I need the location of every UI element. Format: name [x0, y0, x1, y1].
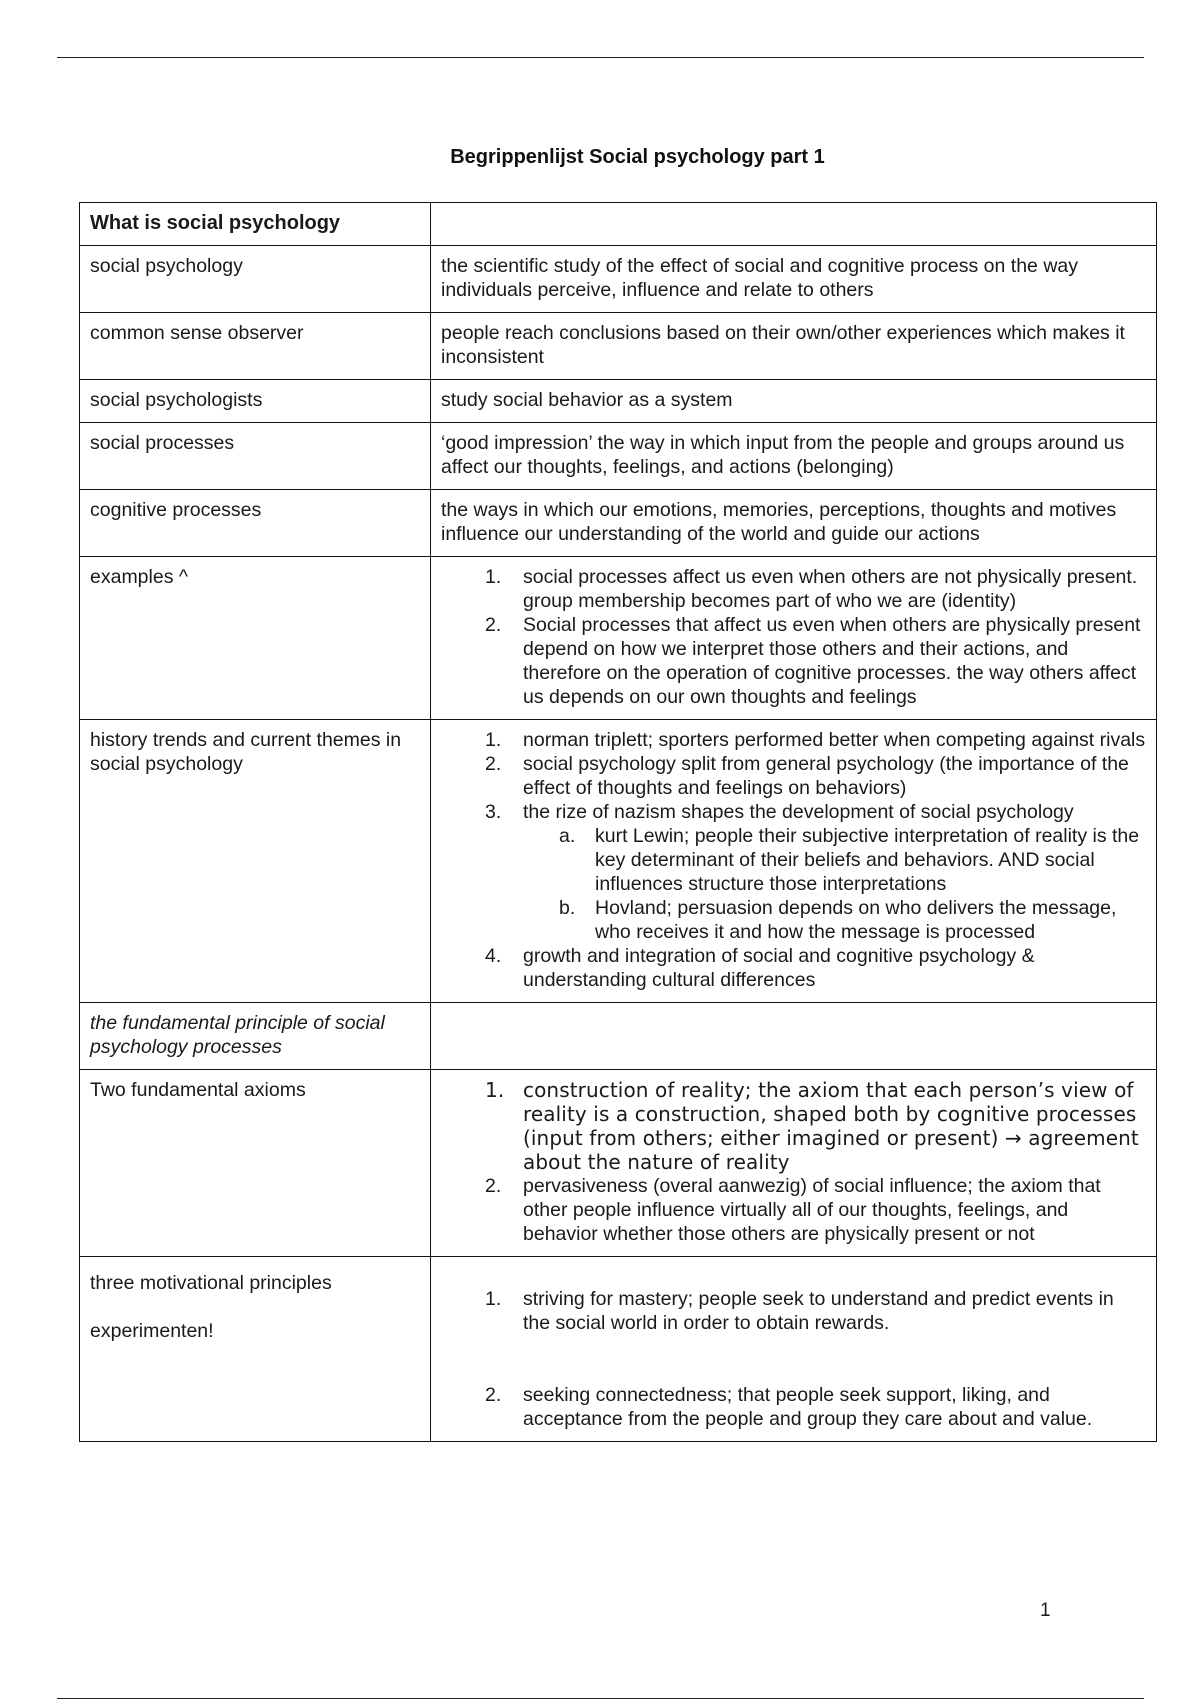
numbered-list — [441, 728, 1146, 992]
list-item — [485, 728, 1146, 752]
empty-cell — [431, 1003, 1157, 1070]
term-cell: common sense observer — [80, 313, 431, 380]
sublist-item — [559, 896, 1146, 944]
empty-cell — [431, 203, 1157, 246]
table-row — [80, 557, 1157, 720]
list-number: 2. — [485, 1384, 502, 1406]
definition-cell — [431, 1257, 1157, 1442]
list-item-text: pervasiveness (overal aanwezig) of social influence; the axiom that other people influence virtually all of our thoughts, feelings, and behavior whether those others are physically present or not — [523, 1175, 1101, 1245]
term-cell: social processes — [80, 423, 431, 490]
list-item-text: the rize of nazism shapes the development of social psychology — [523, 801, 1074, 823]
list-item-text: Social processes that affect us even when others are physically present depend on how we interpret those others and their actions, and therefore on the operation of cognitive processes. the way others affect us depends on our own thoughts and feelings — [523, 614, 1141, 708]
definition-cell: the ways in which our emotions, memories, perceptions, thoughts and motives influence our understanding of the world and guide our actions — [431, 490, 1157, 557]
page-number: 1 — [1040, 1600, 1051, 1621]
list-item-text: striving for mastery; people seek to understand and predict events in the social world in order to obtain rewards. — [523, 1288, 1114, 1334]
table-row — [80, 423, 1157, 490]
definition-cell — [431, 720, 1157, 1003]
list-letter: b. — [559, 897, 576, 919]
table-row — [80, 246, 1157, 313]
spacer — [523, 1335, 1146, 1383]
lettered-sublist — [451, 824, 1146, 944]
list-number: 1. — [485, 566, 502, 588]
list-item — [485, 752, 1146, 800]
list-item-text: social psychology split from general psychology (the importance of the effect of thoughts and feelings on behaviors) — [523, 753, 1129, 799]
definition-cell: ‘good impression’ the way in which input from the people and groups around us affect our thoughts, feelings, and actions (belonging) — [431, 423, 1157, 490]
term-text: three motivational principles — [90, 1272, 332, 1294]
table-row — [80, 380, 1157, 423]
list-item — [485, 800, 1146, 944]
list-item — [485, 1174, 1146, 1246]
term-cell: Two fundamental axioms — [80, 1070, 431, 1257]
definition-cell: people reach conclusions based on their own/other experiences which makes it inconsistent — [431, 313, 1157, 380]
list-number: 2. — [485, 614, 502, 636]
definition-cell: study social behavior as a system — [431, 380, 1157, 423]
document-title: Begrippenlijst Social psychology part 1 — [450, 146, 825, 168]
table-row — [80, 490, 1157, 557]
list-item-text: Hovland; persuasion depends on who delivers the message, who receives it and how the message is processed — [595, 897, 1117, 943]
list-item — [485, 1383, 1146, 1431]
list-number: 3. — [485, 801, 502, 823]
list-number: 2. — [485, 1175, 502, 1197]
definition-cell — [431, 1070, 1157, 1257]
definition-cell — [431, 557, 1157, 720]
list-item — [485, 1078, 1146, 1174]
subsection-heading: the fundamental principle of social psychology processes — [80, 1003, 431, 1070]
table-row — [80, 1070, 1157, 1257]
list-item-text: social processes affect us even when others are not physically present. group membership becomes part of who we are (identity) — [523, 566, 1138, 612]
section-heading: What is social psychology — [80, 203, 431, 246]
list-item-text: construction of reality; the axiom that each person’s view of reality is a construction, shaped both by cognitive processes (input from others; either imagined or present) → agreement about the nature of reality — [523, 1078, 1139, 1174]
list-item-text: norman triplett; sporters performed better when competing against rivals — [523, 729, 1146, 751]
table-row — [80, 720, 1157, 1003]
numbered-list — [441, 565, 1146, 709]
list-number: 1. — [485, 1288, 502, 1310]
table-row — [80, 1257, 1157, 1442]
definition-cell: the scientific study of the effect of social and cognitive process on the way individuals perceive, influence and relate to others — [431, 246, 1157, 313]
list-item — [485, 944, 1146, 992]
list-number: 2. — [485, 753, 502, 775]
term-cell: history trends and current themes in social psychology — [80, 720, 431, 1003]
list-item-text: kurt Lewin; people their subjective interpretation of reality is the key determinant of their beliefs and behaviors. AND social influences structure those interpretations — [595, 825, 1140, 895]
list-number: 4. — [485, 945, 502, 967]
term-cell — [80, 1257, 431, 1442]
term-cell: examples ^ — [80, 557, 431, 720]
list-item-text: seeking connectedness; that people seek support, liking, and acceptance from the people and group they care about and value. — [523, 1384, 1093, 1430]
term-cell: social psychologists — [80, 380, 431, 423]
term-note: experimenten! — [90, 1320, 214, 1342]
list-letter: a. — [559, 825, 576, 847]
list-item — [485, 613, 1146, 709]
list-item-text: growth and integration of social and cognitive psychology & understanding cultural differences — [523, 945, 1035, 991]
numbered-list — [441, 1287, 1146, 1431]
table-header-row — [80, 203, 1157, 246]
table-row — [80, 313, 1157, 380]
numbered-list — [441, 1078, 1146, 1246]
glossary-table — [79, 202, 1157, 1442]
term-cell: cognitive processes — [80, 490, 431, 557]
sublist-item — [559, 824, 1146, 896]
term-cell: social psychology — [80, 246, 431, 313]
list-item — [485, 1287, 1146, 1335]
table-row — [80, 1003, 1157, 1070]
footer-rule — [57, 1698, 1144, 1699]
header-rule — [57, 57, 1144, 58]
list-number: 1. — [485, 729, 502, 751]
list-item — [485, 565, 1146, 613]
list-number: 1. — [485, 1078, 505, 1102]
